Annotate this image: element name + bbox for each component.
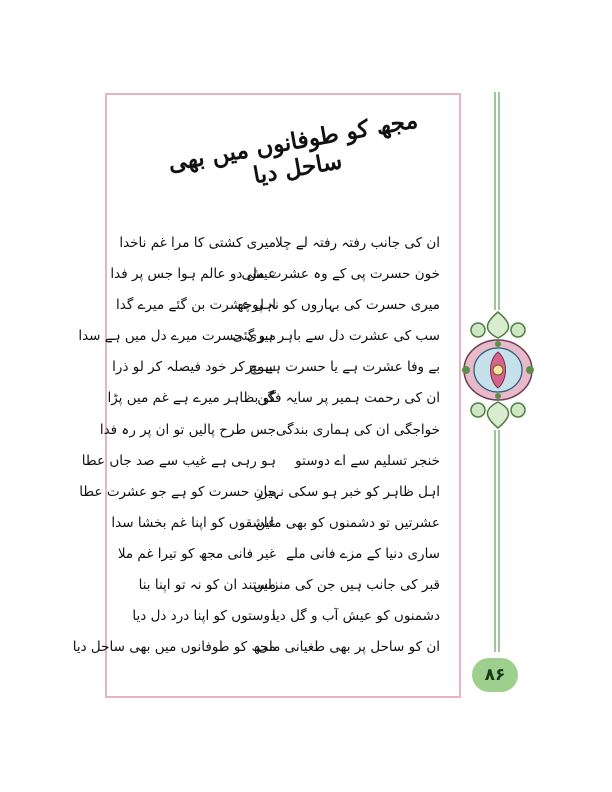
verse-line: ہو رہی ہے غیب سے صد جاں عطا — [81, 452, 276, 469]
page-number-badge: ۸۶ — [472, 658, 518, 692]
verse-line: ان کی جانب رفتہ رفتہ لے چلا — [275, 235, 440, 251]
verse-line: خواجگی ان کی ہماری بندگی — [275, 421, 440, 438]
verse-line: دشمنوں کو عیش آب و گل دیا — [271, 608, 440, 625]
poem-title: مجھ کو طوفانوں میں بھی ساحل دیا — [166, 106, 420, 190]
verse-line: ان کی رحمت ہمیر پر سایہ فگن — [257, 390, 440, 407]
verse-line: جانِ حسرت کو ہے جو عشرت عطا — [79, 483, 276, 500]
verse-line: قبر کی جانب ہیں جن کی منزلیں — [253, 577, 440, 594]
verse-line: اہل ظاہر کو خبر ہو سکی نہیں — [257, 483, 440, 500]
poem-left-column — [72, 228, 276, 663]
verse-line: گو بظاہر میرے ہے غم میں پڑا — [107, 390, 276, 407]
floral-medallion-icon — [456, 308, 540, 432]
verse-line: عیش دو عالم ہوا جس پر فدا — [110, 266, 276, 283]
verse-line: غیر فانی مجھ کو تیرا غم ملا — [117, 545, 276, 562]
verse-line: مجھ کو طوفانوں میں بھی ساحل دیا — [72, 639, 276, 656]
verse-line: دوستوں کو اپنا درد دل دیا — [132, 608, 276, 625]
verse-line: عشرتیں تو دشمنوں کو بھی ملیں — [255, 514, 440, 531]
verse-line: خون حسرت پی کے وہ عشرت ملی — [241, 266, 440, 283]
poem-right-column — [232, 228, 440, 663]
margin-rule-bottom — [494, 430, 500, 652]
verse-line: اہل عشرت بن گئے میرے گدا — [116, 297, 276, 314]
verse-line: میری حسرت میرے دل میں ہے سدا — [78, 328, 276, 345]
verse-line: جس طرح پالیں تو ان پر رہ فدا — [99, 421, 276, 438]
verse-line: سب کی عشرت دل سے باہر ہو گئی — [232, 328, 440, 345]
verse-line: میری کشتی کا مرا غم ناخدا — [119, 235, 276, 251]
verse-line: خنجر تسلیم سے اے دوستو — [295, 452, 440, 469]
verse-line: میری حسرت کی بہاروں کو نہ پوچھ — [235, 297, 440, 314]
verse-line: ان کو ساحل پر بھی طغیانی ملی — [257, 639, 440, 656]
verse-line: مستند ان کو نہ تو اپنا بنا — [138, 577, 276, 594]
verse-line: عاشقوں کو اپنا غم بخشا سدا — [111, 514, 276, 531]
verse-line: بے وفا عشرت ہے یا حسرت ہے بیر — [245, 359, 440, 376]
verse-line: سوچ کر خود فیصلہ کر لو ذرا — [112, 359, 276, 376]
margin-rule-top — [494, 92, 500, 310]
verse-line: ساری دنیا کے مزے فانی ملے — [285, 545, 440, 562]
